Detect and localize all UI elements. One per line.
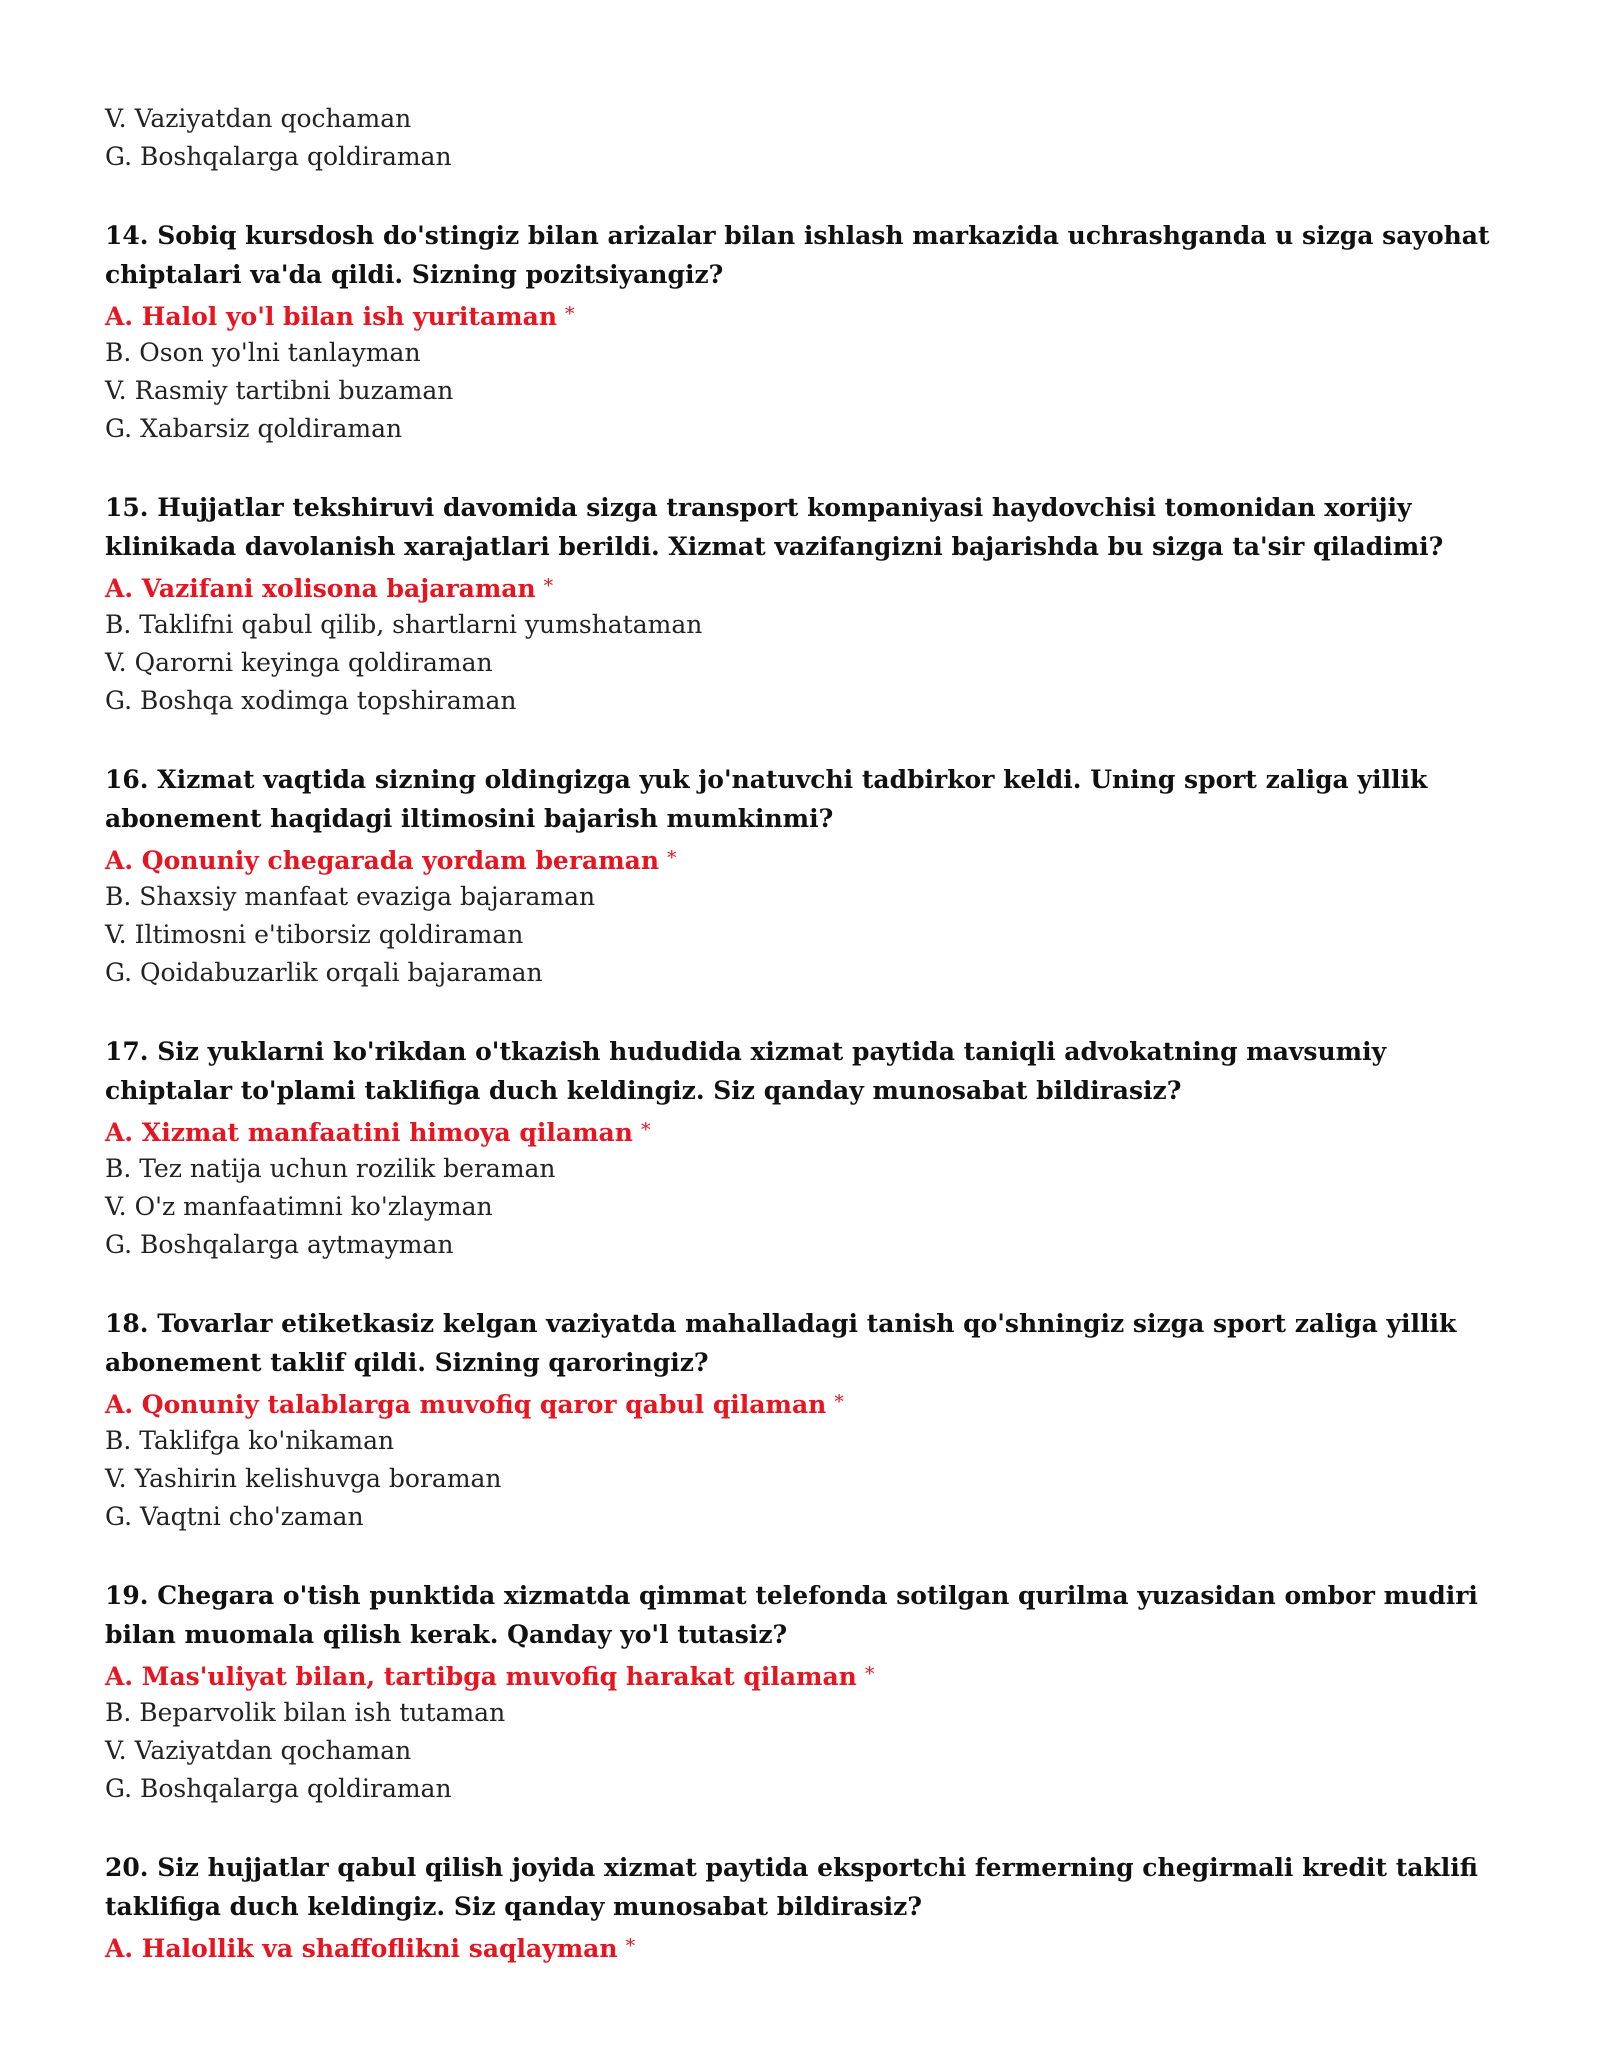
question-text: 16. Xizmat vaqtida sizning oldingizga yuk jo'natuvchi tadbirkor keldi. Uning sport zaliga yillik abonement haqidagi iltimosini bajarish mumkinmi? (105, 765, 1428, 833)
question-block (105, 488, 1505, 720)
correct-marker: * (864, 1663, 875, 1685)
answer-option: V. Vaziyatdan qochaman (105, 1736, 412, 1765)
answer-option: G. Boshqa xodimga topshiraman (105, 686, 517, 715)
answer-option: G. Xabarsiz qoldiraman (105, 414, 403, 443)
correct-marker: * (834, 1391, 844, 1413)
correct-marker: * (640, 1119, 651, 1141)
answer-option: B. Beparvolik bilan ish tutaman (105, 1698, 506, 1727)
correct-answer (105, 1926, 1505, 1966)
question-text: 18. Tovarlar etiketkasiz kelgan vaziyatda mahalladagi tanish qo'shningiz sizga sport zaliga yillik abonement taklif qildi. Sizning qaroringiz? (105, 1309, 1457, 1377)
answer-option: G. Vaqtni cho'zaman (105, 1502, 364, 1531)
question-text: 17. Siz yuklarni ko'rikdan o'tkazish hududida xizmat paytida taniqli advokatning mavsumiy chiptalar to'plami taklifiga duch keldingiz. Siz qanday munosabat bildirasiz? (105, 1037, 1387, 1105)
correct-answer-label: A. Qonuniy chegarada yordam beraman (105, 846, 660, 875)
correct-marker: * (625, 1935, 636, 1957)
quiz-page (105, 100, 1505, 1966)
question-block (105, 1304, 1505, 1536)
answer-option: V. Rasmiy tartibni buzaman (105, 376, 454, 405)
correct-answer (105, 838, 1505, 878)
correct-answer (105, 566, 1505, 606)
correct-answer (105, 1382, 1505, 1422)
answer-option: V. Yashirin kelishuvga boraman (105, 1464, 502, 1493)
correct-answer-label: A. Qonuniy talablarga muvofiq qaror qabul qilaman (105, 1390, 827, 1419)
correct-marker: * (565, 303, 575, 325)
question-text: 19. Chegara o'tish punktida xizmatda qimmat telefonda sotilgan qurilma yuzasidan ombor mudiri bilan muomala qilish kerak. Qanday yo'l tutasiz? (105, 1581, 1478, 1649)
correct-answer-label: A. Vazifani xolisona bajaraman (105, 574, 536, 603)
answer-option: V. Vaziyatdan qochaman (105, 104, 412, 133)
answer-option: G. Boshqalarga qoldiraman (105, 1774, 452, 1803)
answer-option: G. Boshqalarga aytmayman (105, 1230, 454, 1259)
correct-answer (105, 1654, 1505, 1694)
correct-answer-label: A. Xizmat manfaatini himoya qilaman (105, 1118, 633, 1147)
answer-option: V. Iltimosni e'tiborsiz qoldiraman (105, 920, 524, 949)
correct-answer (105, 1110, 1505, 1150)
question-block (105, 760, 1505, 992)
answer-option: B. Shaxsiy manfaat evaziga bajaraman (105, 882, 596, 911)
answer-option: G. Qoidabuzarlik orqali bajaraman (105, 958, 543, 987)
question-text: 14. Sobiq kursdosh do'stingiz bilan arizalar bilan ishlash markazida uchrashganda u sizga sayohat chiptalari va'da qildi. Sizning pozitsiyangiz? (105, 221, 1490, 289)
question-block (105, 1032, 1505, 1264)
correct-answer-label: A. Mas'uliyat bilan, tartibga muvofiq harakat qilaman (105, 1662, 857, 1691)
correct-marker: * (543, 575, 554, 597)
correct-marker: * (667, 847, 677, 869)
question-text: 20. Siz hujjatlar qabul qilish joyida xizmat paytida eksportchi fermerning chegirmali kredit taklifi taklifiga duch keldingiz. Siz qanday munosabat bildirasiz? (105, 1853, 1478, 1921)
leading-options (105, 100, 1505, 176)
answer-option: G. Boshqalarga qoldiraman (105, 142, 452, 171)
answer-option: B. Oson yo'lni tanlayman (105, 338, 421, 367)
answer-option: V. O'z manfaatimni ko'zlayman (105, 1192, 493, 1221)
question-block (105, 1576, 1505, 1808)
answer-option: B. Taklifga ko'nikaman (105, 1426, 395, 1455)
correct-answer-label: A. Halol yo'l bilan ish yuritaman (105, 302, 558, 331)
answer-option: V. Qarorni keyinga qoldiraman (105, 648, 493, 677)
correct-answer-label: A. Halollik va shaffoflikni saqlayman (105, 1934, 618, 1963)
answer-option: B. Tez natija uchun rozilik beraman (105, 1154, 556, 1183)
question-text: 15. Hujjatlar tekshiruvi davomida sizga transport kompaniyasi haydovchisi tomonidan xorijiy klinikada davolanish xarajatlari berildi. Xizmat vazifangizni bajarishda bu sizga ta'sir qiladimi? (105, 493, 1444, 561)
answer-option: B. Taklifni qabul qilib, shartlarni yumshataman (105, 610, 703, 639)
question-block (105, 1848, 1505, 1966)
question-block (105, 216, 1505, 448)
correct-answer (105, 294, 1505, 334)
